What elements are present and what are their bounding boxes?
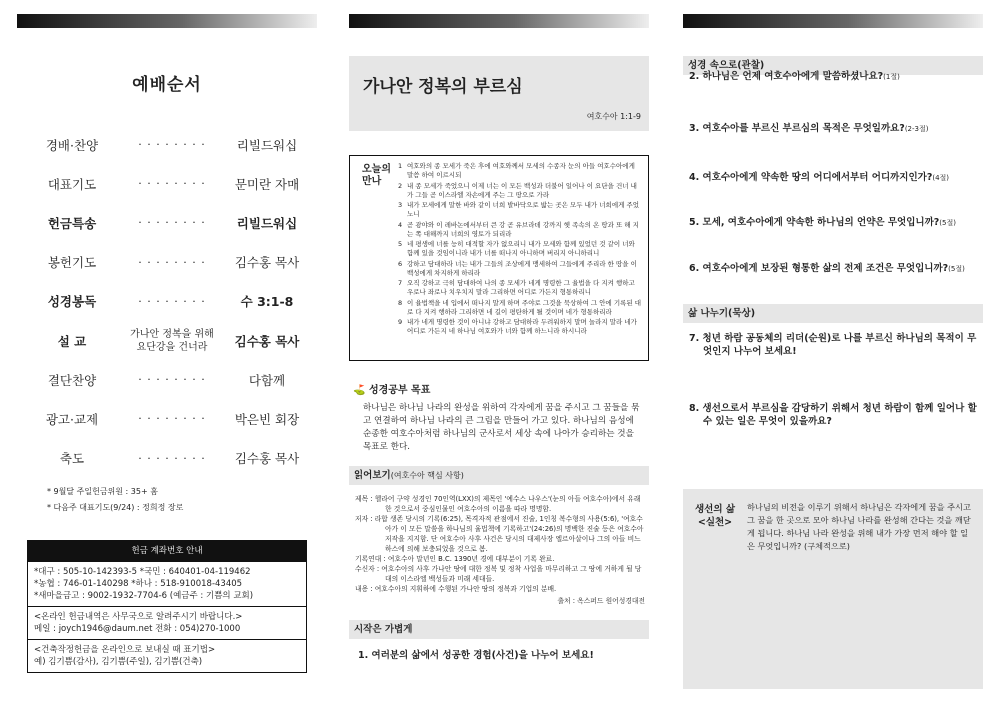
- online-offering-contact[interactable]: 메일 : joych1946@daum.net 전화 : 054)270-1000: [34, 624, 241, 634]
- reading-item: 기록연대 : 여호수아 말년인 B.C. 1390년 경에 대부분이 기록 완료.: [355, 555, 555, 563]
- verse-number: 2: [398, 181, 403, 190]
- question-2: 2. 하나님은 언제 여호수아에게 말씀하셨나요?(1절): [689, 71, 900, 82]
- note-offering-committee: * 9월달 주일헌금위원 : 35+ 홈: [47, 486, 158, 496]
- order-item-detail: · · · · · · · ·: [138, 451, 206, 465]
- scripture-reference: 여호수아 1:1-9: [586, 112, 641, 121]
- verse-item: [398, 318, 642, 336]
- worship-order-title: 예배순서: [132, 75, 202, 95]
- verse-text: 내 종 모세가 죽었으니 이제 너는 이 모든 백성과 더불어 일어나 이 요단을 건너 내가 그들 곧 이스라엘 자손에게 주는 그 땅으로 가라: [407, 181, 637, 199]
- verse-text: 여호와의 종 모세가 죽은 후에 여호와께서 모세의 수종자 눈의 아들 여호수아에게 말씀 하여 이르시되: [407, 162, 635, 179]
- worship-order-row: [17, 399, 317, 438]
- study-goal-title: 성경공부 목표: [368, 385, 431, 396]
- order-item-leader: 김수홍 목사: [234, 451, 300, 467]
- online-offering-notice: [28, 606, 306, 639]
- worship-order-row: [17, 203, 317, 242]
- order-item-leader: 수 3:1-8: [240, 294, 294, 310]
- building-offering-example: 예) 김기쁨(감사), 김기쁨(주일), 김기쁨(건축): [34, 657, 203, 667]
- question-6: 6. 여호수아에게 보장된 형통한 삶의 전제 조건은 무엇입니까?(5절): [689, 263, 965, 274]
- order-item-label: 경배·찬양: [45, 137, 99, 153]
- verse-text: 내가 네게 명령한 것이 아니냐 강하고 담대하라 두려워하지 말며 놀라지 말라 네가 어디로 가든지 네 하나님 여호와가 너와 함께 하느니라 하시니라: [407, 318, 637, 335]
- order-item-leader: 박은빈 회장: [234, 411, 300, 427]
- question-7: 7. 청년 하람 공동체의 리더(순원)로 나를 부르신 하나님의 목적이 무엇인지 나누어 보세요!: [689, 333, 977, 357]
- worship-order-row: [17, 243, 317, 282]
- worship-order-row: [17, 321, 317, 360]
- icebreaker-header: 시작은 가볍게: [349, 620, 649, 639]
- verse-number: 4: [398, 220, 403, 229]
- order-item-leader: 문미란 자매: [234, 176, 300, 192]
- sermon-column: [349, 14, 649, 704]
- verse-text: 강하고 담대하라 너는 내가 그들의 조상에게 맹세하여 그들에게 주리라 한 땅을 이 백성에게 차지하게 하리라: [407, 259, 637, 277]
- reading-item: 수신자 : 여호수아의 사후 가나안 땅에 대한 정복 및 정착 사업을 마무리하고 그 땅에 거하게 될 당대의 이스라엘 백성들과 미래 세대들.: [355, 565, 642, 583]
- bank-account-list: [28, 561, 306, 606]
- order-item-detail: · · · · · · · ·: [138, 412, 206, 426]
- reading-section-header: 읽어보기(여호수아 핵심 사항): [349, 466, 649, 485]
- worship-order-list: [17, 125, 317, 478]
- order-item-detail: · · · · · · · ·: [138, 255, 206, 269]
- verse-number: 7: [398, 279, 403, 287]
- question-5: 5. 모세, 여호수아에게 약속한 하나님의 언약은 무엇입니까?(5절): [689, 217, 956, 228]
- notes: [47, 484, 317, 516]
- question-4: 4. 여호수아에게 약속한 땅의 어디에서부터 어디까지인가?(4절): [689, 172, 950, 183]
- order-item-detail: · · · · · · · ·: [138, 177, 206, 191]
- order-item-label: 봉헌기도: [47, 255, 97, 271]
- building-offering-title: <건축작정헌금을 온라인으로 보내실 때 표기법>: [34, 645, 216, 655]
- verse-list: [398, 162, 642, 336]
- todays-manna-label: 오늘의 만나: [362, 164, 391, 187]
- worship-order-row: [17, 439, 317, 478]
- order-item-leader: 다함께: [248, 372, 286, 388]
- order-item-detail: · · · · · · · ·: [138, 138, 206, 152]
- reading-source: 출처 : 옥스퍼드 원어성경대전: [557, 597, 645, 605]
- study-goal-heading: [353, 381, 649, 396]
- order-item-leader: 김수홍 목사: [234, 255, 300, 271]
- study-goal-text: 하나님은 하나님 나라의 완성을 위하여 각자에게 꿈을 주시고 그 꿈들을 묶고 연결하여 하나님 나라의 큰 그림을 만들어 가고 있다. 하나님의 음성에 순종한 여호수아처럼 하나님의 군사로서 세상 속에 나아가 승리하는 것을 목표로 한다.: [363, 403, 640, 452]
- questions-column: [683, 14, 983, 704]
- verse-item: [398, 162, 642, 180]
- verse-text: 오직 강하고 극히 담대하여 나의 종 모세가 네게 명령한 그 율법을 다 지켜 행하고 우로나 좌로나 치우치지 말라 그리하면 어디로 가든지 형통하리니: [407, 279, 635, 296]
- order-item-leader: 리빌드워십: [236, 137, 298, 153]
- order-item-label: 성경봉독: [47, 294, 97, 310]
- bank-account-box: [27, 540, 307, 673]
- order-item-detail: · · · · · · · ·: [138, 216, 206, 230]
- verse-text: 이 율법책을 네 입에서 떠나지 말게 하며 주야로 그것을 묵상하여 그 안에 기록된 대로 다 지켜 행하라 그리하면 네 길이 평탄하게 될 것이며 네가 형통하리라: [407, 298, 642, 316]
- practice-box: [683, 489, 983, 689]
- order-item-label: 설 교: [57, 333, 87, 349]
- order-item-label: 헌금특송: [47, 215, 97, 231]
- note-next-prayer: * 다음주 대표기도(9/24) : 정희정 장로: [47, 502, 184, 512]
- order-item-leader: 리빌드워십: [236, 215, 298, 231]
- reading-item: 저자 : 라합 생존 당시의 기록(6:25), 목격자적 관점에서 진술, 1인칭 복수형의 사용(5:6), '여호수아가 이 모든 말씀을 하나님의 율법책에 기록하고'(24:26)의 명백한 진술 등은 여호수아 저작을 지지함. 단 여호수아 사후 사건은 당시의 대제사장 엘르아살이나 그의 아들 비느하스에 의해 보충되었을 것으로 봄.: [355, 515, 644, 553]
- todays-manna-box: [349, 155, 649, 361]
- verse-number: 5: [398, 240, 403, 248]
- practice-text: 하나님의 비전을 이루기 위해서 하나님은 각자에게 꿈을 주시고 그 꿈을 한 곳으로 모아 하나님 나라를 완성해 간다는 것을 깨닫게 됩니다. 하나님 나라 완성을 위해 내가 가장 먼저 해야 할 일은 무엇입니까? (구체적으로): [747, 502, 971, 551]
- order-item-detail: · · · · · · · ·: [138, 373, 206, 387]
- order-column: [17, 14, 317, 704]
- header-gradient-bar: [349, 14, 649, 28]
- reading-body: [355, 494, 645, 606]
- header-gradient-bar: [17, 14, 317, 28]
- building-offering-notice: [28, 639, 306, 672]
- worship-order-row: [17, 125, 317, 164]
- observation-header: 성경 속으로(관찰): [683, 56, 983, 75]
- verse-item: [398, 260, 642, 278]
- worship-order-row: [17, 164, 317, 203]
- order-item-label: 광고·교제: [45, 411, 99, 427]
- bank-account-header: 헌금 계좌번호 안내: [28, 541, 306, 561]
- flag-icon: ⛳: [353, 385, 366, 396]
- verse-item: [398, 299, 642, 317]
- sermon-title: 가나안 정복의 부르심: [363, 77, 523, 97]
- question-1: 1. 여러분의 삶에서 성공한 경험(사건)을 나누어 보세요!: [358, 650, 594, 661]
- bank-line: *농협 : 746-01-140298 *하나 : 518-910018-43405: [34, 579, 243, 589]
- bank-line: *새마을금고 : 9002-1932-7704-6 (예금주 : 기쁨의 교회): [34, 591, 254, 601]
- meditation-header: 삶 나누기(묵상): [683, 304, 983, 323]
- online-offering-title: <온라인 헌금내역은 사무국으로 알려주시기 바랍니다.>: [34, 612, 243, 622]
- verse-number: 1: [398, 162, 403, 170]
- question-8: 8. 생선으로서 부르심을 감당하기 위해서 청년 하람이 함께 일어나 할 수 있는 일은 무엇이 있을까요?: [689, 403, 977, 427]
- worship-order-row: [17, 360, 317, 399]
- verse-number: 9: [398, 318, 403, 326]
- header-gradient-bar: [683, 14, 983, 28]
- verse-number: 3: [398, 201, 403, 209]
- verse-item: [398, 240, 642, 258]
- order-item-label: 축도: [59, 451, 85, 467]
- verse-number: 6: [398, 259, 403, 268]
- verse-text: 네 평생에 너를 능히 대적할 자가 없으리니 내가 모세와 함께 있었던 것 같이 너와 함께 있을 것임이니라 내가 너를 떠나지 아니하며 버리지 아니하리니: [407, 240, 635, 257]
- verse-item: [398, 221, 642, 239]
- verse-number: 8: [398, 298, 403, 307]
- verse-item: [398, 279, 642, 297]
- reading-item: 제목 : 헬라어 구약 성경인 70인역(LXX)의 제목인 '예수스 나우스'(눈의 아들 여호수아)에서 유래한 것으로서 중심인물인 여호수아의 이름을 따라 명명함.: [355, 495, 641, 513]
- order-item-label: 결단찬양: [47, 372, 97, 388]
- practice-label: 생선의 삶 <실천>: [695, 504, 736, 528]
- order-item-leader: 김수홍 목사: [234, 333, 300, 349]
- worship-order-row: [17, 282, 317, 321]
- verse-text: 곧 광야와 이 레바논에서부터 큰 강 곧 유브라데 강까지 헷 족속의 온 땅과 또 해 지는 쪽 대해까지 너희의 영토가 되리라: [407, 220, 639, 238]
- bank-line: *대구 : 505-10-142393-5 *국민 : 640401-04-119462: [34, 567, 251, 577]
- order-item-detail: 가나안 정복을 위해 요단강을 건너라: [130, 328, 214, 353]
- order-item-label: 대표기도: [47, 176, 97, 192]
- sermon-title-box: [349, 56, 649, 131]
- reading-item: 내용 : 여호수아의 지휘하에 수행된 가나안 땅의 정복과 기업의 분배.: [355, 585, 557, 593]
- verse-item: [398, 201, 642, 219]
- order-item-detail: · · · · · · · ·: [138, 294, 206, 308]
- verse-text: 내가 모세에게 말한 바와 같이 너희 발바닥으로 밟는 곳은 모두 내가 너희에게 주었노니: [407, 201, 640, 218]
- question-3: 3. 여호수아를 부르신 부르심의 목적은 무엇일까요?(2-3절): [689, 123, 929, 134]
- verse-item: [398, 182, 642, 200]
